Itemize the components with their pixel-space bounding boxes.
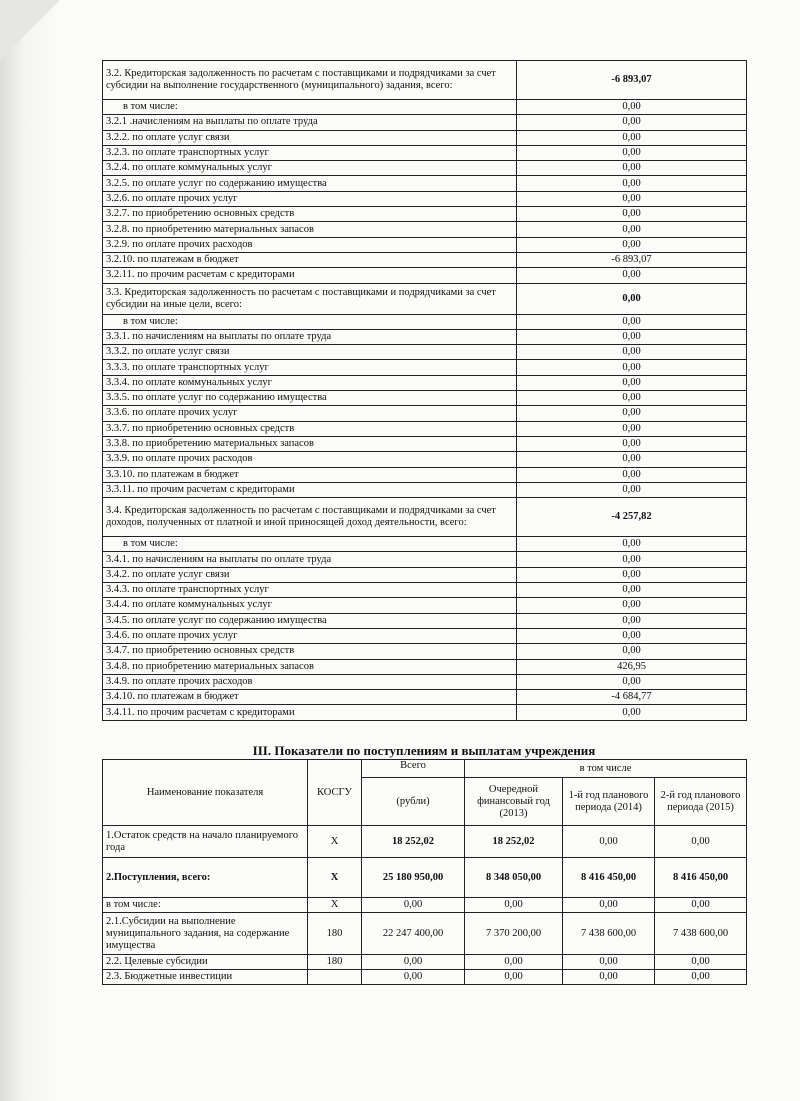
cell-name: 2.3. Бюджетные инвестиции (103, 970, 308, 985)
cell-year-2: 0,00 (655, 955, 747, 970)
cell-year-current: 7 370 200,00 (465, 913, 563, 955)
row-label: 3.2. Кредиторская задолженность по расчетам с поставщиками и подрядчиками за счет субсидии на выполнение государственного (муниципального) задания, всего: (103, 61, 517, 100)
row-label: 3.3.6. по оплате прочих услуг (103, 406, 517, 421)
row-value: 0,00 (517, 467, 747, 482)
table-row (103, 268, 747, 283)
row-value: 0,00 (517, 207, 747, 222)
table-row (103, 970, 747, 985)
row-value: 0,00 (517, 283, 747, 314)
table-row (103, 345, 747, 360)
cell-name: 1.Остаток средств на начало планируемого года (103, 826, 308, 858)
table-row (103, 705, 747, 720)
row-label: 3.4. Кредиторская задолженность по расчетам с поставщиками и подрядчиками за счет доходов, полученных от платной и иной приносящей доход деятельности, всего: (103, 498, 517, 537)
table-row (103, 955, 747, 970)
header-year-1: 1-й год планового периода (2014) (563, 778, 655, 826)
row-label: 3.2.3. по оплате транспортных услуг (103, 145, 517, 160)
row-value: 0,00 (517, 161, 747, 176)
row-value: 0,00 (517, 100, 747, 115)
table-row (103, 360, 747, 375)
table-row (103, 191, 747, 206)
table-row (103, 406, 747, 421)
row-value: 0,00 (517, 613, 747, 628)
cell-year-1: 0,00 (563, 970, 655, 985)
cell-year-2: 0,00 (655, 970, 747, 985)
cell-total: 22 247 400,00 (362, 913, 465, 955)
table-row (103, 498, 747, 537)
table-row (103, 628, 747, 643)
row-value: -4 257,82 (517, 498, 747, 537)
header-name: Наименование показателя (103, 760, 308, 826)
row-value: 0,00 (517, 360, 747, 375)
table-row (103, 690, 747, 705)
row-value: 0,00 (517, 222, 747, 237)
header-year-2: 2-й год планового периода (2015) (655, 778, 747, 826)
row-value: 0,00 (517, 406, 747, 421)
cell-year-2: 0,00 (655, 898, 747, 913)
folded-corner (0, 0, 60, 60)
cell-total: 0,00 (362, 898, 465, 913)
table-row (103, 537, 747, 552)
table-row (103, 421, 747, 436)
cell-total: 0,00 (362, 955, 465, 970)
row-value: 0,00 (517, 345, 747, 360)
row-label: 3.4.2. по оплате услуг связи (103, 567, 517, 582)
table-row (103, 237, 747, 252)
row-label: 3.3.8. по приобретению материальных запасов (103, 436, 517, 451)
table-row (103, 130, 747, 145)
creditor-debt-table (102, 60, 747, 721)
row-label: 3.3.7. по приобретению основных средств (103, 421, 517, 436)
cell-year-current: 0,00 (465, 970, 563, 985)
row-value: 0,00 (517, 436, 747, 451)
row-label: 3.2.5. по оплате услуг по содержанию имущества (103, 176, 517, 191)
row-label: 3.2.1 .начислениям на выплаты по оплате труда (103, 115, 517, 130)
header-kosgu: КОСГУ (308, 760, 362, 826)
row-value: 0,00 (517, 375, 747, 390)
row-label: 3.4.5. по оплате услуг по содержанию имущества (103, 613, 517, 628)
table-row (103, 467, 747, 482)
row-value: -6 893,07 (517, 61, 747, 100)
row-value: 0,00 (517, 421, 747, 436)
cell-name: 2.Поступления, всего: (103, 858, 308, 898)
cell-kosgu: X (308, 858, 362, 898)
table-row (103, 598, 747, 613)
table-row (103, 436, 747, 451)
row-value: 0,00 (517, 644, 747, 659)
row-label: 3.2.10. по платежам в бюджет (103, 252, 517, 267)
row-value: 0,00 (517, 628, 747, 643)
table-row (103, 613, 747, 628)
row-label: 3.3.9. по оплате прочих расходов (103, 452, 517, 467)
row-label: 3.2.8. по приобретению материальных запасов (103, 222, 517, 237)
row-value: 0,00 (517, 391, 747, 406)
table-row (103, 176, 747, 191)
row-label: 3.4.7. по приобретению основных средств (103, 644, 517, 659)
row-label: 3.4.10. по платежам в бюджет (103, 690, 517, 705)
table-row (103, 207, 747, 222)
cell-year-current: 18 252,02 (465, 826, 563, 858)
table-row (103, 482, 747, 497)
cell-kosgu: X (308, 898, 362, 913)
table-row (103, 898, 747, 913)
row-value: 0,00 (517, 537, 747, 552)
row-label: 3.2.2. по оплате услуг связи (103, 130, 517, 145)
table-row (103, 222, 747, 237)
table-row (103, 314, 747, 329)
row-label: 3.4.4. по оплате коммунальных услуг (103, 598, 517, 613)
cell-kosgu: 180 (308, 955, 362, 970)
row-value: 0,00 (517, 314, 747, 329)
row-value: 0,00 (517, 237, 747, 252)
cell-name: в том числе: (103, 898, 308, 913)
row-label: 3.3.2. по оплате услуг связи (103, 345, 517, 360)
row-value: -4 684,77 (517, 690, 747, 705)
row-value: 0,00 (517, 705, 747, 720)
table-row (103, 826, 747, 858)
cell-year-1: 0,00 (563, 955, 655, 970)
table-row (103, 283, 747, 314)
row-label: 3.3.10. по платежам в бюджет (103, 467, 517, 482)
cell-name: 2.1.Субсидии на выполнение муниципального задания, на содержание имущества (103, 913, 308, 955)
row-label: 3.2.9. по оплате прочих расходов (103, 237, 517, 252)
cell-year-2: 8 416 450,00 (655, 858, 747, 898)
header-including: в том числе (465, 760, 747, 778)
row-value: 0,00 (517, 176, 747, 191)
row-value: 0,00 (517, 567, 747, 582)
row-value: 0,00 (517, 674, 747, 689)
row-label: 3.2.4. по оплате коммунальных услуг (103, 161, 517, 176)
cell-year-current: 0,00 (465, 898, 563, 913)
row-label: 3.4.3. по оплате транспортных услуг (103, 583, 517, 598)
row-value: 0,00 (517, 191, 747, 206)
row-value: 0,00 (517, 482, 747, 497)
table-row (103, 674, 747, 689)
table-row (103, 644, 747, 659)
scan-edge-shadow (0, 0, 60, 1101)
row-value: 426,95 (517, 659, 747, 674)
row-label: 3.4.9. по оплате прочих расходов (103, 674, 517, 689)
cell-year-1: 7 438 600,00 (563, 913, 655, 955)
row-label: 3.4.1. по начислениям на выплаты по оплате труда (103, 552, 517, 567)
row-value: 0,00 (517, 145, 747, 160)
table-row (103, 252, 747, 267)
header-year-current: Очередной финансовый год (2013) (465, 778, 563, 826)
table-row (103, 145, 747, 160)
header-total-unit: (рубли) (362, 778, 465, 826)
row-value: 0,00 (517, 268, 747, 283)
cell-year-1: 0,00 (563, 898, 655, 913)
row-label: 3.3. Кредиторская задолженность по расчетам с поставщиками и подрядчиками за счет субсидии на иные цели, всего: (103, 283, 517, 314)
row-value: 0,00 (517, 115, 747, 130)
row-value: 0,00 (517, 552, 747, 567)
table-row (103, 61, 747, 100)
row-label: 3.3.4. по оплате коммунальных услуг (103, 375, 517, 390)
cell-kosgu (308, 970, 362, 985)
receipts-payments-table (102, 759, 747, 985)
table-row (103, 100, 747, 115)
row-label: 3.4.6. по оплате прочих услуг (103, 628, 517, 643)
row-label: 3.3.11. по прочим расчетам с кредиторами (103, 482, 517, 497)
table-row (103, 161, 747, 176)
cell-year-current: 8 348 050,00 (465, 858, 563, 898)
section-3-title: III. Показатели по поступлениям и выплатам учреждения (252, 743, 596, 758)
table-row (103, 391, 747, 406)
row-label: 3.4.8. по приобретению материальных запасов (103, 659, 517, 674)
cell-year-2: 7 438 600,00 (655, 913, 747, 955)
table-row (103, 552, 747, 567)
cell-name: 2.2. Целевые субсидии (103, 955, 308, 970)
cell-year-current: 0,00 (465, 955, 563, 970)
row-value: 0,00 (517, 130, 747, 145)
cell-year-1: 8 416 450,00 (563, 858, 655, 898)
row-label: в том числе: (103, 314, 517, 329)
table-row (103, 329, 747, 344)
row-label: в том числе: (103, 100, 517, 115)
row-label: 3.3.3. по оплате транспортных услуг (103, 360, 517, 375)
cell-total: 18 252,02 (362, 826, 465, 858)
table-row (103, 858, 747, 898)
row-label: 3.4.11. по прочим расчетам с кредиторами (103, 705, 517, 720)
row-label: 3.2.6. по оплате прочих услуг (103, 191, 517, 206)
row-label: 3.3.1. по начислениям на выплаты по оплате труда (103, 329, 517, 344)
row-label: 3.2.7. по приобретению основных средств (103, 207, 517, 222)
cell-year-2: 0,00 (655, 826, 747, 858)
header-total: Всего (362, 760, 465, 778)
row-label: 3.3.5. по оплате услуг по содержанию имущества (103, 391, 517, 406)
cell-kosgu: 180 (308, 913, 362, 955)
row-value: -6 893,07 (517, 252, 747, 267)
cell-total: 0,00 (362, 970, 465, 985)
cell-year-1: 0,00 (563, 826, 655, 858)
table-row (103, 567, 747, 582)
table-row (103, 913, 747, 955)
row-value: 0,00 (517, 329, 747, 344)
row-label: 3.2.11. по прочим расчетам с кредиторами (103, 268, 517, 283)
table-row (103, 452, 747, 467)
row-value: 0,00 (517, 598, 747, 613)
row-value: 0,00 (517, 583, 747, 598)
table-row (103, 115, 747, 130)
cell-total: 25 180 950,00 (362, 858, 465, 898)
row-value: 0,00 (517, 452, 747, 467)
table-row (103, 659, 747, 674)
row-label: в том числе: (103, 537, 517, 552)
table-row (103, 583, 747, 598)
cell-kosgu: X (308, 826, 362, 858)
table-row (103, 375, 747, 390)
